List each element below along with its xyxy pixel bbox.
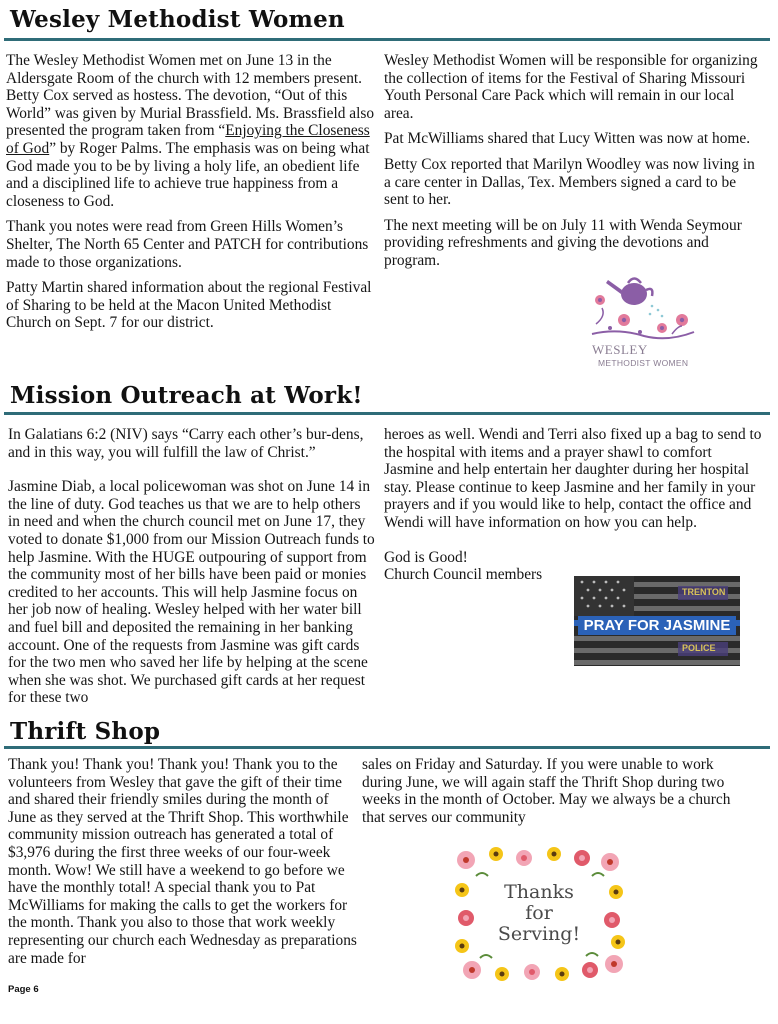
book-title: Enjoying the Closeness of God <box>6 122 370 157</box>
section-heading-wesley-methodist-women: Wesley Methodist Women <box>10 6 345 33</box>
wmw-text: ” by Roger Palms. The emphasis was on being what God made you to be by living a holy life, an obedient life and a disciplined life to achieve true happiness from a closeness to God. <box>6 139 370 210</box>
wreath-text <box>482 882 596 945</box>
wmw-left-column <box>6 52 380 340</box>
section-heading-mission-outreach: Mission Outreach at Work! <box>10 382 363 409</box>
wmw-paragraph: The next meeting will be on July 11 with Wenda Seymour providing refreshments and giving the devotions and program. <box>384 216 742 269</box>
mission-right-column <box>384 426 764 584</box>
wreath-line: Thanks <box>504 881 574 903</box>
thanks-for-serving-wreath <box>452 846 626 982</box>
thrift-left-column <box>8 756 360 975</box>
section-heading-thrift-shop: Thrift Shop <box>10 718 161 745</box>
mission-closing: God is Good! <box>384 548 468 566</box>
logo-caption: METHODIST WOMEN <box>598 358 689 368</box>
thrift-right-column <box>362 756 734 834</box>
wmw-paragraph: Betty Cox reported that Marilyn Woodley was now living in a care center in Dallas, Tex. Members signed a card to be sent to her. <box>384 155 755 209</box>
wreath-line: Serving! <box>497 923 581 945</box>
section-rule <box>4 412 770 415</box>
section-rule <box>4 38 770 41</box>
wesley-methodist-women-logo <box>588 272 698 368</box>
thrift-paragraph: sales on Friday and Saturday. If you were unable to work during June, we will again staff the Thrift Shop during two weeks in the month of October. May we always be a church that serves our community <box>362 756 731 826</box>
wreath-line: for <box>525 902 553 924</box>
banner-top-text: TRENTON <box>682 587 726 597</box>
wmw-paragraph: Pat McWilliams shared that Lucy Witten was now at home. <box>384 130 751 148</box>
watering-can-icon <box>588 272 698 348</box>
wmw-text: The Wesley Methodist Women met on June 13 in the Aldersgate Room of the church with 12 members present. Betty Cox served as hostess. The devotion, “Out of this World” was given by Murial Brassfield. Ms. Brassfield also presented the program taken from “ <box>6 52 375 140</box>
banner-bottom-text: POLICE <box>682 643 716 653</box>
mission-signature: Church Council members <box>384 566 543 584</box>
page-number: Page 6 <box>8 984 39 995</box>
section-rule <box>4 746 770 749</box>
wmw-right-column <box>384 52 764 278</box>
mission-paragraph: heroes as well. Wendi and Terri also fixed up a bag to send to the hospital with items and a prayer shawl to comfort Jasmine and help entertain her daughter during her hospital stay. Please continue to keep Jasmine and her family in your prayers and if you would like to help, contact the office and Wendi will have information on how you can help. <box>384 426 762 531</box>
mission-paragraph: In Galatians 6:2 (NIV) says “Carry each other’s bur-dens, and in this way, you will fulfill the law of Christ.” <box>8 426 364 461</box>
wmw-paragraph: Patty Martin shared information about the regional Festival of Sharing to be held at the Macon United Methodist Church on Sept. 7 for our district. <box>6 279 372 332</box>
wmw-paragraph: Thank you notes were read from Green Hills Women’s Shelter, The North 65 Center and PATCH for contributions made to those organizations. <box>6 218 369 271</box>
thrift-paragraph: Thank you! Thank you! Thank you! Thank you to the volunteers from Wesley that gave the gift of their time and shared their friendly smiles during the month of June as they served at the Thrift Shop. This worthwhile community mission outreach has generated a total of $3,976 during the first three weeks of our four-week month. Wow! We still have a weekend to go before we have the monthly total! A special thank you to Pat McWilliams for making the calls to get the workers for the month. Thank you also to those that work weekly representing our church each Wednesday as preparations are made for <box>8 756 357 967</box>
mission-paragraph: Jasmine Diab, a local policewoman was shot on June 14 in the line of duty. God teaches us that we are to help others in need and when the church council met on June 17, they voted to donate $1,000 from our Mission Outreach funds to help Jasmine. With the HUGE outpouring of support from the community most of her bills have been paid or monies credited to her accounts. This will help Jasmine focus on her job now of healing. Wesley helped with her water bill and fuel bill and deposited the remaining in her banking account. One of the requests from Jasmine was gift cards for the two men who saved her life by helping at the scene when she was shot. We purchased gift cards at her request for these two <box>8 478 375 707</box>
mission-left-column <box>8 426 376 715</box>
wmw-paragraph <box>6 52 380 210</box>
logo-wordmark: WESLEY <box>592 342 648 357</box>
pray-for-jasmine-banner <box>574 576 740 666</box>
wmw-paragraph: Wesley Methodist Women will be responsible for organizing the collection of items for the Festival of Sharing Missouri Youth Personal Care Pack which will remain in our local area. <box>384 52 758 122</box>
banner-main-text: PRAY FOR JASMINE <box>578 616 736 635</box>
